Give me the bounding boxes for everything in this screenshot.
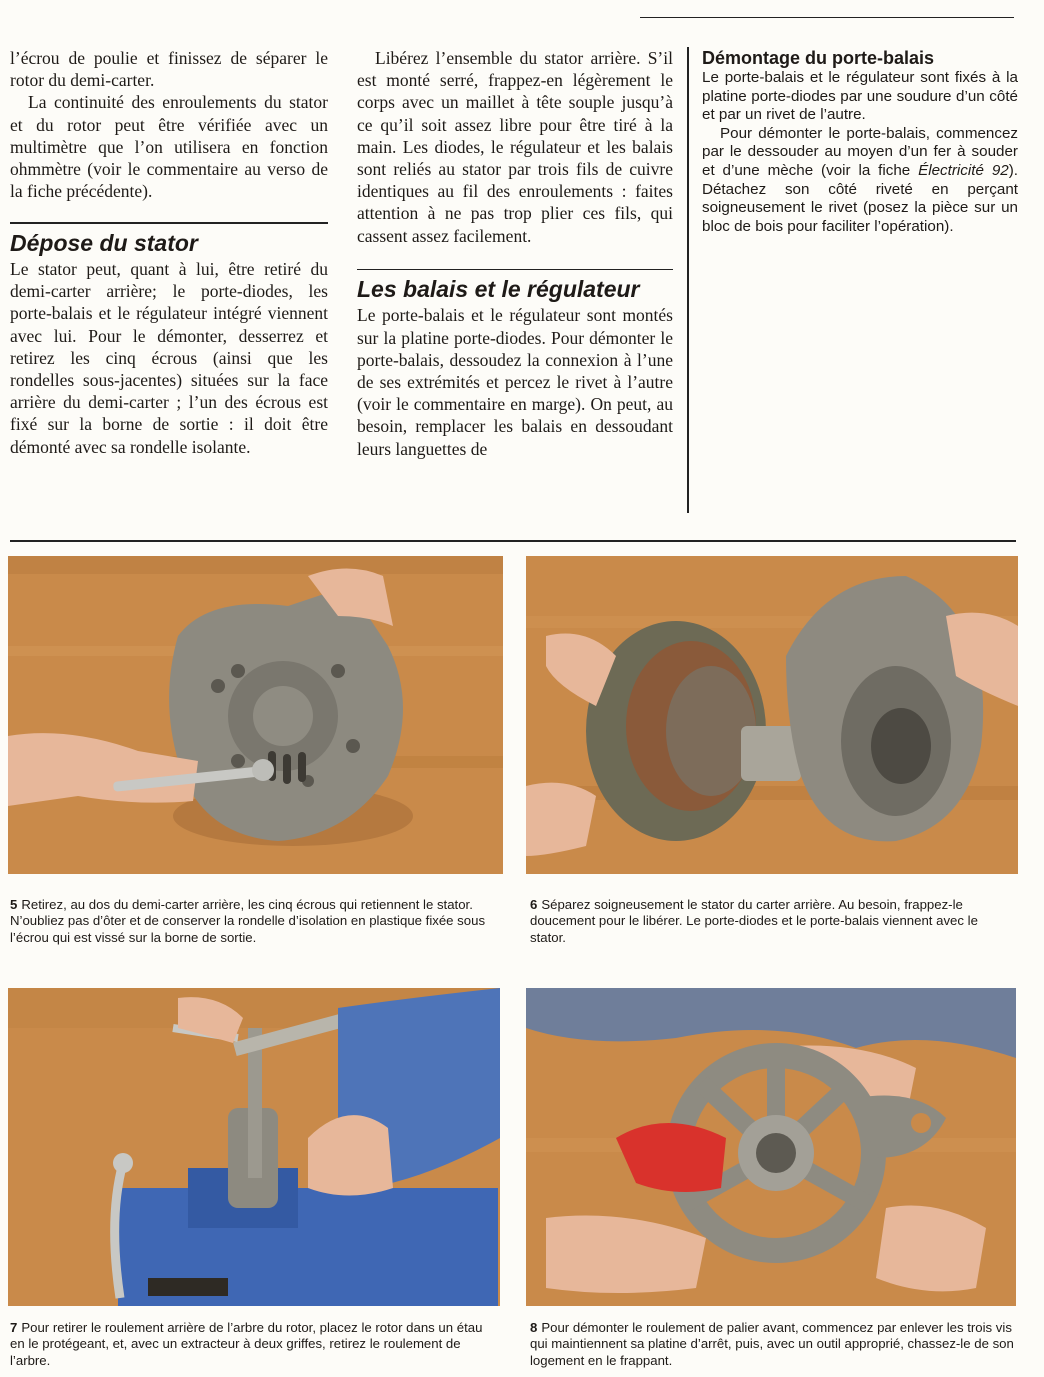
sidebar-paragraph: Pour démonter le porte-balais, commencez par le dessouder au moyen d’un fer à souder et d’une mèche (voir la fiche Électricité 92). Détachez son côté riveté en perçant soigneusement le rivet (posez la pièce sur un bloc de bois pour faciliter l’opération). xyxy=(702,124,1018,235)
section-rule xyxy=(357,269,673,271)
paragraph: La continuité des enroulements du stator et du rotor peut être vérifiée avec un multimètre que l’on utilisera en fonction ohmmètre (voir le commentaire au verso de la fiche précédente). xyxy=(10,92,328,202)
paragraph: Le porte-balais et le régulateur sont montés sur la platine porte-diodes. Pour démonter le porte-balais, dessoudez la connexion à l’une de ses extrémités et percez le rivet à l’autre (voir le commentaire en marge). On peut, au besoin, remplacer les balais en dessoudant leurs languettes de xyxy=(357,305,673,459)
figure-5-caption: 5 Retirez, au dos du demi-carter arrière, les cinq écrous qui retiennent le stator. N’oubliez pas d’ôter et de conserver la rondelle d’isolation en plastique fixée sous l’écrou qui est vissé sur la borne de sortie. xyxy=(10,897,486,945)
middle-rule xyxy=(10,540,1016,542)
paragraph: l’écrou de poulie et finissez de séparer le rotor du demi-carter. xyxy=(10,48,328,91)
text-column-1 xyxy=(10,47,328,458)
text-column-2 xyxy=(357,47,673,460)
sidebar-heading: Démontage du porte-balais xyxy=(702,48,935,68)
photo-8-front-bearing-housing xyxy=(526,988,1016,1306)
section-heading-depose-stator: Dépose du stator xyxy=(10,229,198,256)
column-divider xyxy=(687,47,689,513)
reference-italic: Électricité 92 xyxy=(918,161,1009,179)
paragraph: Le stator peut, quant à lui, être retiré du demi-carter arrière; le porte-diodes, les porte-balais et le régulateur intégré viennent avec lui. Pour le démonter, desserrez et retirez les cinq écrous (ainsi que les rondelles sous-jacentes) situées sur la face arrière du demi-carter ; l’un des écrous est fixé sur la borne de sortie : il doit être démonté avec sa rondelle isolante. xyxy=(10,258,328,457)
sidebar-paragraph: Le porte-balais et le régulateur sont fixés à la platine porte-diodes par une soudure d’un côté et par un rivet de l’autre. xyxy=(702,69,1018,124)
photo-6-stator-separated xyxy=(526,556,1018,874)
top-rule xyxy=(640,17,1014,18)
photo-5-wrench-on-alternator xyxy=(8,556,503,874)
figure-7-caption: 7 Pour retirer le roulement arrière de l’arbre du rotor, placez le rotor dans un étau en le protégeant, et, avec un extracteur à deux griffes, retirez le roulement de l’arbre. xyxy=(10,1320,483,1368)
photo-7-puller-in-vise xyxy=(8,988,500,1306)
section-heading-balais-regulateur: Les balais et le régulateur xyxy=(357,276,640,303)
figure-8-caption: 8 Pour démonter le roulement de palier avant, commencez par enlever les trois vis qui maintiennent sa platine d’arrêt, puis, avec un outil approprié, chassez-le de son logement en le frappant. xyxy=(530,1320,1014,1368)
sidebar-column xyxy=(702,47,1018,236)
section-rule xyxy=(10,222,328,224)
figure-6-caption: 6 Séparez soigneusement le stator du carter arrière. Au besoin, frappez-le doucement pour le libérer. Le porte-diodes et le porte-balais viennent avec le stator. xyxy=(530,897,978,945)
paragraph: Libérez l’ensemble du stator arrière. S’il est monté serré, frappez-en légèrement le corps avec un maillet à tête souple jusqu’à ce qu’il soit assez libre pour être tiré à la main. Les diodes, le régulateur et les balais sont reliés au stator par trois fils de cuivre identiques au fil des enroulements : faites attention à ne pas trop plier ces fils, qui cassent assez facilement. xyxy=(357,48,673,246)
